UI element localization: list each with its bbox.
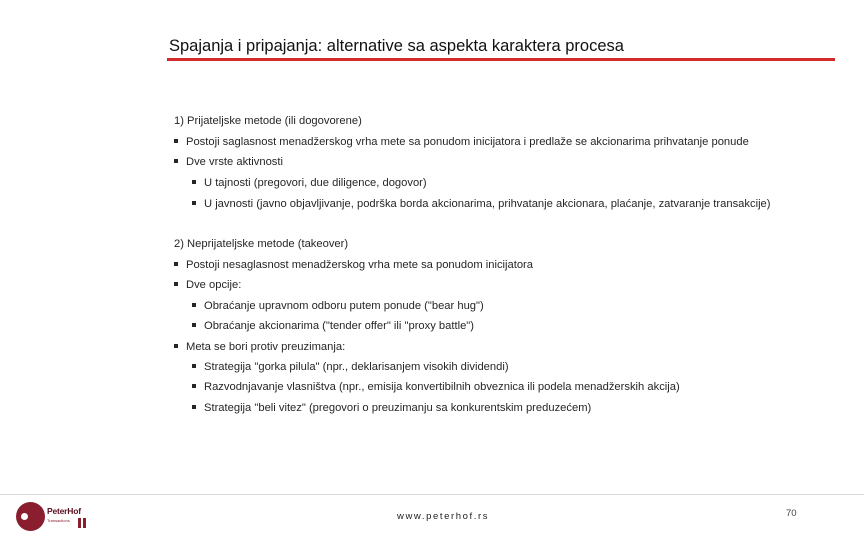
bullet-icon — [192, 303, 196, 307]
sub-bullet-item — [192, 401, 591, 415]
bullet-text: Dve opcije: — [186, 279, 242, 291]
logo-bar-icon — [78, 518, 81, 528]
sub-bullet-text: U javnosti (javno objavljivanje, podrška borda akcionarima, prihvatanje akcionara, plaćanje, zatvaranje transakcije) — [204, 198, 771, 210]
sub-bullet-item — [192, 319, 474, 333]
sub-bullet-item — [192, 380, 680, 394]
bullet-icon — [174, 159, 178, 163]
title-underline — [167, 58, 835, 61]
logo-bar-icon — [83, 518, 86, 528]
bullet-text: Dve vrste aktivnosti — [186, 156, 283, 168]
sub-bullet-text: Strategija "gorka pilula" (npr., deklarisanjem visokih dividendi) — [204, 361, 509, 373]
bullet-icon — [192, 364, 196, 368]
slide-title: Spajanja i pripajanja: alternative sa aspekta karaktera procesa — [169, 37, 624, 55]
footer-divider — [0, 494, 864, 495]
bullet-icon — [174, 344, 178, 348]
sub-bullet-text: U tajnosti (pregovori, due diligence, dogovor) — [204, 177, 427, 189]
logo-circle-icon — [16, 502, 45, 531]
bullet-icon — [192, 405, 196, 409]
bullet-icon — [174, 262, 178, 266]
bullet-text: Postoji saglasnost menadžerskog vrha mete sa ponudom inicijatora i predlaže se akcionarima prihvatanje ponude — [186, 136, 749, 148]
sub-bullet-text: Strategija "beli vitez" (pregovori o preuzimanju sa konkurentskim preduzećem) — [204, 402, 592, 414]
sub-bullet-text: Obraćanje akcionarima ("tender offer" ili "proxy battle") — [204, 320, 475, 332]
bullet-icon — [192, 323, 196, 327]
logo-tagline: Transactions — [47, 518, 70, 523]
logo-name: PeterHof — [47, 506, 81, 516]
bullet-icon — [192, 201, 196, 205]
sub-bullet-item — [192, 176, 427, 190]
sub-bullet-text: Razvodnjavanje vlasništva (npr., emisija konvertibilnih obveznica ili podela menadžerskih akcija) — [204, 381, 680, 393]
bullet-item — [174, 258, 533, 272]
sub-bullet-item — [192, 299, 484, 313]
bullet-icon — [192, 180, 196, 184]
bullet-item — [174, 340, 345, 354]
bullet-text: Meta se bori protiv preuzimanja: — [186, 341, 346, 353]
section-heading-friendly: 1) Prijateljske metode (ili dogovorene) — [174, 115, 362, 127]
bullet-text: Postoji nesaglasnost menadžerskog vrha mete sa ponudom inicijatora — [186, 259, 534, 271]
sub-bullet-text: Obraćanje upravnom odboru putem ponude ("bear hug") — [204, 300, 484, 312]
page-number: 70 — [786, 508, 797, 519]
peterhof-logo — [16, 502, 96, 532]
section-heading-hostile: 2) Neprijateljske metode (takeover) — [174, 238, 349, 250]
logo-dot-icon — [21, 513, 28, 520]
bullet-item — [174, 135, 749, 149]
sub-bullet-item — [192, 197, 771, 211]
bullet-icon — [174, 282, 178, 286]
bullet-item — [174, 155, 283, 169]
bullet-icon — [192, 384, 196, 388]
footer-website-link[interactable]: www.peterhof.rs — [397, 511, 490, 522]
sub-bullet-item — [192, 360, 509, 374]
bullet-item — [174, 278, 241, 292]
bullet-icon — [174, 139, 178, 143]
